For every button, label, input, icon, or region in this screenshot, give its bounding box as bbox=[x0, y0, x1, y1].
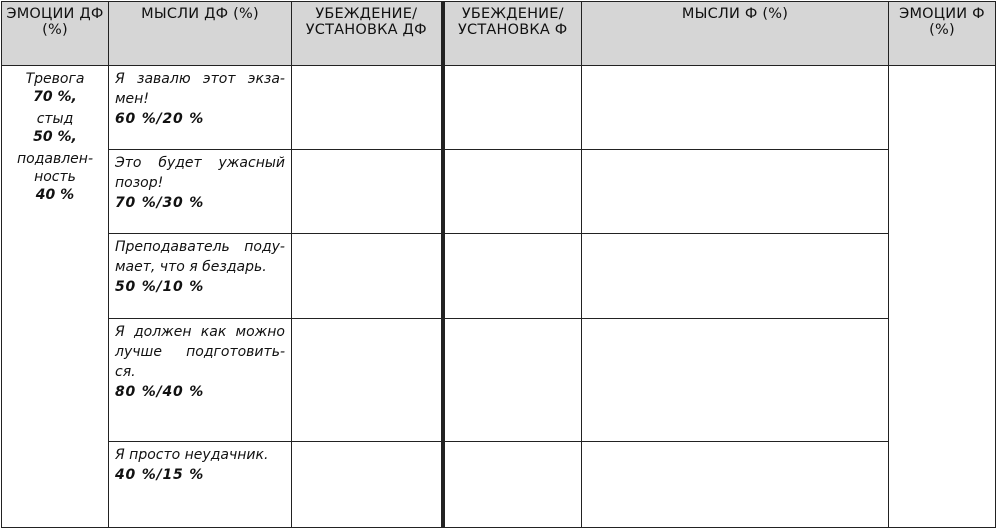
belief-f-cell[interactable] bbox=[443, 66, 582, 150]
emotion-value: 40 % bbox=[35, 187, 75, 203]
header-emotions-df: ЭМОЦИИ ДФ (%) bbox=[2, 2, 109, 66]
header-emotions-f: ЭМОЦИИ Ф (%) bbox=[889, 2, 996, 66]
table-row bbox=[2, 150, 996, 234]
thought-f-cell[interactable] bbox=[582, 234, 889, 319]
thought-text: Я должен как можно лучше подготовить- ся. bbox=[115, 324, 285, 380]
table-row bbox=[2, 66, 996, 150]
thought-cell bbox=[109, 442, 292, 528]
header-belief-df: УБЕЖДЕНИЕ/ УСТАНОВКА ДФ bbox=[292, 2, 443, 66]
emotions-f-cell[interactable] bbox=[889, 66, 996, 528]
thought-f-cell[interactable] bbox=[582, 150, 889, 234]
thought-cell bbox=[109, 234, 292, 319]
belief-f-cell[interactable] bbox=[443, 319, 582, 442]
header-row bbox=[2, 2, 996, 66]
thought-percent: 70 %/30 % bbox=[115, 195, 205, 211]
emotion-name: Тревога bbox=[25, 71, 85, 87]
belief-df-cell[interactable] bbox=[292, 234, 443, 319]
thought-text: Это будет ужасный позор! bbox=[115, 155, 285, 191]
emotion-name: стыд bbox=[36, 111, 74, 127]
thought-percent: 40 %/15 % bbox=[115, 467, 205, 483]
belief-f-cell[interactable] bbox=[443, 150, 582, 234]
thought-text: Я просто неудачник. bbox=[115, 447, 269, 463]
thought-cell bbox=[109, 66, 292, 150]
thought-percent: 60 %/20 % bbox=[115, 111, 205, 127]
thought-text: Преподаватель поду- мает, что я бездарь. bbox=[115, 239, 285, 275]
emotion-value: 50 %, bbox=[33, 129, 77, 145]
header-thoughts-df: МЫСЛИ ДФ (%) bbox=[109, 2, 292, 66]
belief-f-cell[interactable] bbox=[443, 442, 582, 528]
belief-df-cell[interactable] bbox=[292, 442, 443, 528]
belief-f-cell[interactable] bbox=[443, 234, 582, 319]
thought-cell bbox=[109, 150, 292, 234]
header-belief-f: УБЕЖДЕНИЕ/ УСТАНОВКА Ф bbox=[443, 2, 582, 66]
thought-f-cell[interactable] bbox=[582, 442, 889, 528]
header-thoughts-f: МЫСЛИ Ф (%) bbox=[582, 2, 889, 66]
belief-df-cell[interactable] bbox=[292, 150, 443, 234]
thought-f-cell[interactable] bbox=[582, 319, 889, 442]
thought-percent: 50 %/10 % bbox=[115, 279, 205, 295]
table-row bbox=[2, 234, 996, 319]
thought-text: Я завалю этот экза- мен! bbox=[115, 71, 285, 107]
thought-percent: 80 %/40 % bbox=[115, 384, 205, 400]
table-row bbox=[2, 319, 996, 442]
table-row bbox=[2, 442, 996, 528]
belief-df-cell[interactable] bbox=[292, 66, 443, 150]
emotions-df-cell bbox=[2, 66, 109, 528]
emotion-name: подавлен- ность bbox=[17, 151, 93, 185]
thought-record-table bbox=[1, 1, 996, 528]
thought-cell bbox=[109, 319, 292, 442]
emotion-value: 70 %, bbox=[33, 89, 77, 105]
belief-df-cell[interactable] bbox=[292, 319, 443, 442]
thought-f-cell[interactable] bbox=[582, 66, 889, 150]
